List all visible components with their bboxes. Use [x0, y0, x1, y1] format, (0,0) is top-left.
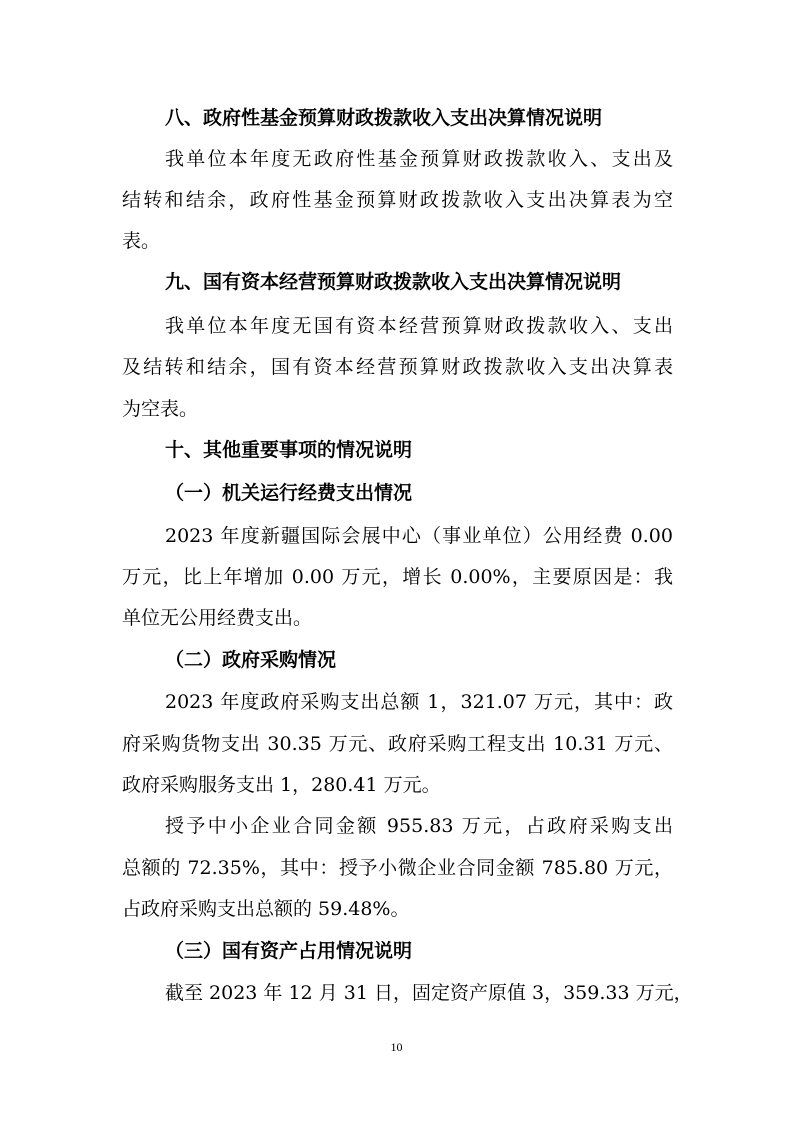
- subsection-heading-1: （一）机关运行经费支出情况: [165, 482, 413, 504]
- paragraph-line: 万元，比上年增加 0.00 万元，增长 0.00%，主要原因是：我: [122, 566, 673, 588]
- paragraph-line: 单位无公用经费支出。: [122, 607, 313, 629]
- paragraph-line: 授予中小企业合同金额 955.83 万元，占政府采购支出: [165, 815, 673, 837]
- paragraph-line: 2023 年度新疆国际会展中心（事业单位）公用经费 0.00: [165, 525, 673, 547]
- paragraph-line: 总额的 72.35%，其中：授予小微企业合同金额 785.80 万元，: [122, 857, 673, 879]
- paragraph-line: 我单位本年度无国有资本经营预算财政拨款收入、支出: [165, 315, 673, 337]
- page-number: 10: [390, 1040, 403, 1054]
- paragraph-line: 结转和结余，政府性基金预算财政拨款收入支出决算表为空: [122, 189, 673, 211]
- paragraph-line: 及结转和结余，国有资本经营预算财政拨款收入支出决算表: [122, 356, 673, 378]
- subsection-heading-2: （二）政府采购情况: [165, 649, 337, 671]
- paragraph-line: 2023 年度政府采购支出总额 1，321.07 万元，其中：政: [165, 691, 673, 713]
- section-heading-8: 八、政府性基金预算财政拨款收入支出决算情况说明: [165, 107, 603, 129]
- paragraph-line: 表。: [122, 230, 161, 252]
- paragraph-line: 我单位本年度无政府性基金预算财政拨款收入、支出及: [165, 148, 673, 170]
- section-heading-9: 九、国有资本经营预算财政拨款收入支出决算情况说明: [165, 271, 622, 293]
- paragraph-line: 府采购货物支出 30.35 万元、政府采购工程支出 10.31 万元、: [122, 733, 673, 755]
- section-heading-10: 十、其他重要事项的情况说明: [165, 439, 413, 461]
- paragraph-line: 政府采购服务支出 1，280.41 万元。: [122, 774, 441, 796]
- paragraph-line: 为空表。: [122, 398, 199, 420]
- subsection-heading-3: （三）国有资产占用情况说明: [165, 940, 413, 962]
- paragraph-line: 截至 2023 年 12 月 31 日，固定资产原值 3，359.33 万元，: [165, 982, 693, 1004]
- paragraph-line: 占政府采购支出总额的 59.48%。: [122, 898, 410, 920]
